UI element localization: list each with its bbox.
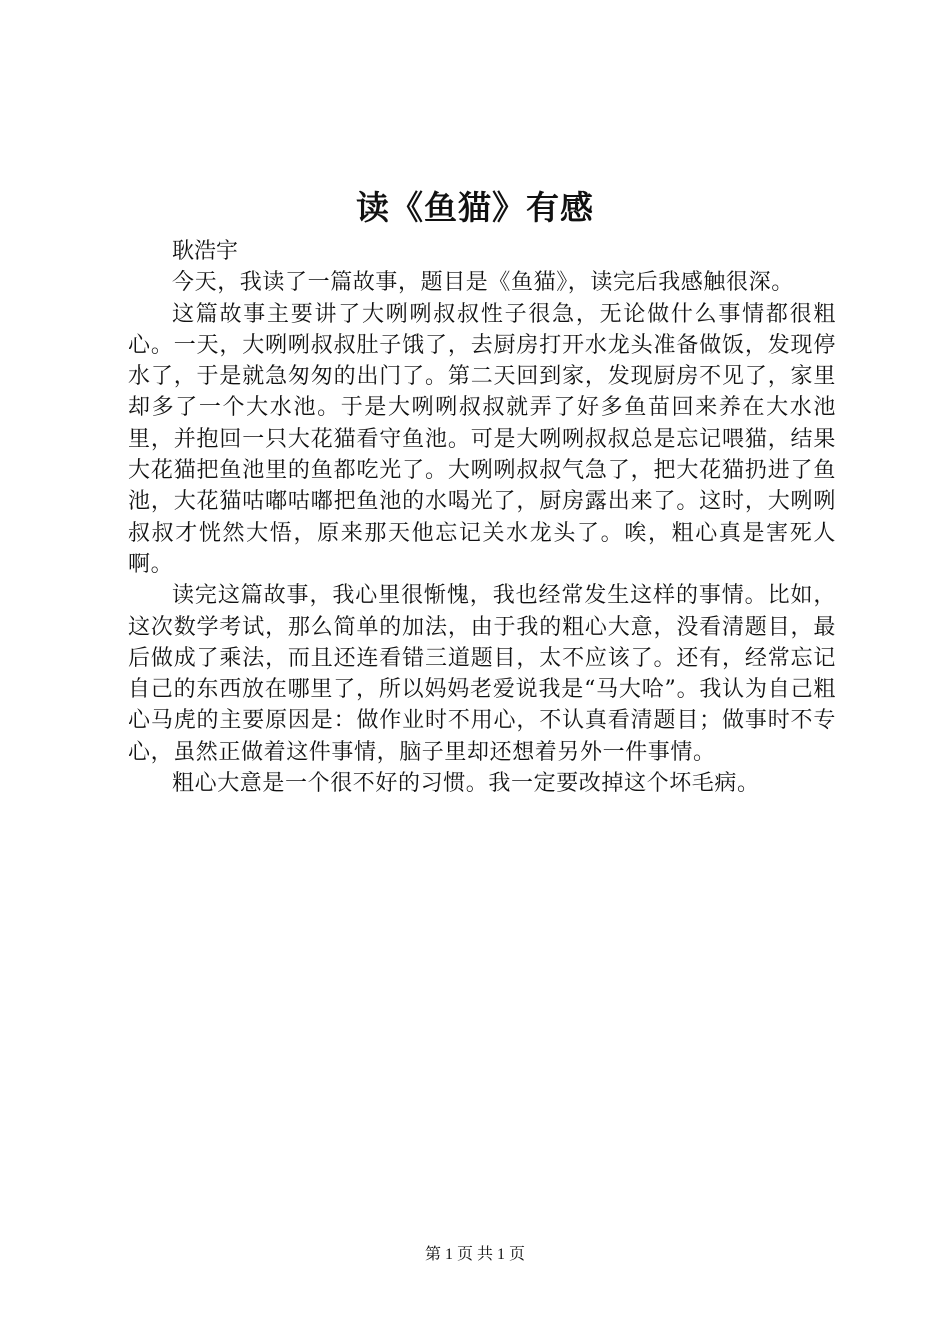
author-name: 耿浩宇 — [172, 239, 239, 264]
paragraph-conclusion: 粗心大意是一个很不好的习惯。我一定要改掉这个坏毛病。 — [172, 771, 760, 797]
paragraph-intro: 今天，我读了一篇故事，题目是《鱼猫》，读完后我感触很深。 — [172, 270, 794, 296]
document-body — [128, 236, 836, 799]
paragraph-story: 这篇故事主要讲了大咧咧叔叔性子很急，无论做什么事情都很粗心。一天，大咧咧叔叔肚子饿了，去厨房打开水龙头准备做饭，发现停水了，于是就急匆匆的出门了。第二天回到家，发现厨房不见了，家里却多了一个大水池。于是大咧咧叔叔就弄了好多鱼苗回来养在大水池里，并抱回一只大花猫看守鱼池。可是大咧咧叔叔总是忘记喂猫，结果大花猫把鱼池里的鱼都吃光了。大咧咧叔叔气急了，把大花猫扔进了鱼池，大花猫咕嘟咕嘟把鱼池的水喝光了，厨房露出来了。这时，大咧咧叔叔才恍然大悟，原来那天他忘记关水龙头了。唉，粗心真是害死人啊。 — [128, 301, 836, 577]
document-title: 读《鱼猫》有感 — [356, 188, 594, 227]
page-footer: 第 1 页 共 1 页 — [424, 1246, 525, 1263]
paragraph-reflection: 读完这篇故事，我心里很惭愧，我也经常发生这样的事情。比如，这次数学考试，那么简单的加法，由于我的粗心大意，没看清题目，最后做成了乘法，而且还连看错三道题目，太不应该了。还有，经常忘记自己的东西放在哪里了，所以妈妈老爱说我是“马大哈”。我认为自己粗心马虎的主要原因是：做作业时不用心，不认真看清题目；做事时不专心，虽然正做着这件事情，脑子里却还想着另外一件事情。 — [128, 583, 836, 765]
